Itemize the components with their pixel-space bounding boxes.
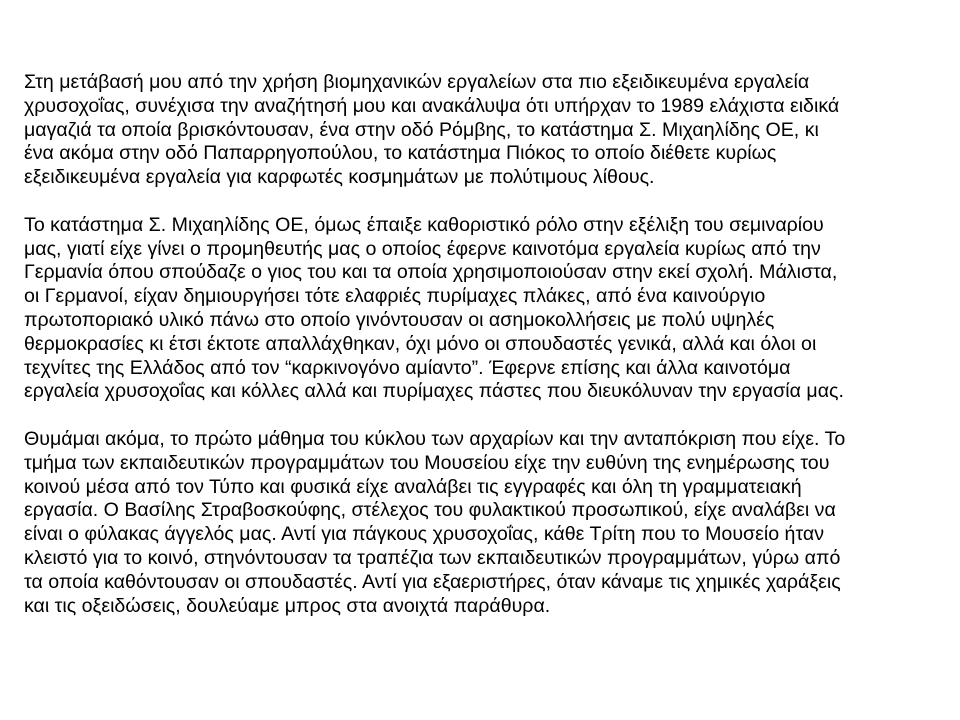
text-line: τεχνίτες της Ελλάδος από τον “καρκινογόνο αμίαντο”. Έφερνε επίσης και άλλα καινοτόμα [24, 356, 791, 379]
text-line: κοινού μέσα από τον Τύπο και φυσικά είχε αναλάβει τις εγγραφές και όλη τη γραμματειακή [24, 475, 802, 498]
text-line: είναι ο φύλακας άγγελός μας. Αντί για πάγκους χρυσοχοΐας, κάθε Τρίτη που το Μουσείο ήταν [24, 523, 825, 546]
text-line: εργασία. Ο Βασίλης Στραβοσκούφης, στέλεχος του φυλακτικού προσωπικού, είχε αναλάβει να [24, 499, 836, 522]
paragraph-1 [24, 71, 940, 190]
text-line: τα οποία καθόντουσαν οι σπουδαστές. Αντί για εξαεριστήρες, όταν κάναμε τις χημικές χαράξεις [24, 570, 841, 593]
text-line: Το κατάστημα Σ. Μιχαηλίδης ΟΕ, όμως έπαιξε καθοριστικό ρόλο στην εξέλιξη του σεμιναρίου [24, 213, 824, 236]
text-line: πρωτοποριακό υλικό πάνω στο οποίο γινόντουσαν οι ασημοκολλήσεις με πολύ υψηλές [24, 308, 775, 331]
text-line: Στη μετάβασή μου από την χρήση βιομηχανικών εργαλείων στα πιο εξειδικευμένα εργαλεία [24, 71, 810, 93]
paragraph-2 [24, 214, 940, 404]
text-line: μας, γιατί είχε γίνει ο προμηθευτής μας ο οποίος έφερνε καινοτόμα εργαλεία κυρίως από την [24, 237, 821, 260]
text-line: θερμοκρασίες κι έτσι έκτοτε απαλλάχθηκαν, όχι μόνο οι σπουδαστές γενικά, αλλά και όλοι οι [24, 332, 817, 355]
text-line: χρυσοχοΐας, συνέχισα την αναζήτησή μου και ανακάλυψα ότι υπήρχαν το 1989 ελάχιστα ειδικά [24, 94, 840, 117]
text-line: μαγαζιά τα οποία βρισκόντουσαν, ένα στην οδό Ρόμβης, το κατάστημα Σ. Μιχαηλίδης ΟΕ, κι [24, 118, 819, 141]
text-line: τμήμα των εκπαιδευτικών προγραμμάτων του Μουσείου είχε την ευθύνη της ενημέρωσης του [24, 451, 830, 474]
text-line: οι Γερμανοί, είχαν δημιουργήσει τότε ελαφριές πυρίμαχες πλάκες, από ένα καινούργιο [24, 285, 766, 308]
text-line: εξειδικευμένα εργαλεία για καρφωτές κοσμημάτων με πολύτιμους λίθους. [24, 166, 655, 189]
text-line: κλειστό για το κοινό, στηνόντουσαν τα τραπέζια των εκπαιδευτικών προγραμμάτων, γύρω από [24, 546, 841, 569]
text-line: Θυμάμαι ακόμα, το πρώτο μάθημα του κύκλου των αρχαρίων και την ανταπόκριση που είχε. Το [24, 427, 846, 450]
paragraph-3 [24, 428, 940, 618]
text-line: ένα ακόμα στην οδό Παπαρρηγοπούλου, το κατάστημα Πιόκος το οποίο διέθετε κυρίως [24, 142, 777, 165]
text-line: Γερμανία όπου σπούδαζε ο γιος του και τα οποία χρησιμοποιούσαν στην εκεί σχολή. Μάλιστα, [24, 261, 838, 284]
text-line: εργαλεία χρυσοχοΐας και κόλλες αλλά και πυρίμαχες πάστες που διευκόλυναν την εργασία μας. [24, 380, 844, 403]
text-line: και τις οξειδώσεις, δουλεύαμε μπρος στα ανοιχτά παράθυρα. [24, 594, 551, 617]
document-page [24, 71, 940, 642]
